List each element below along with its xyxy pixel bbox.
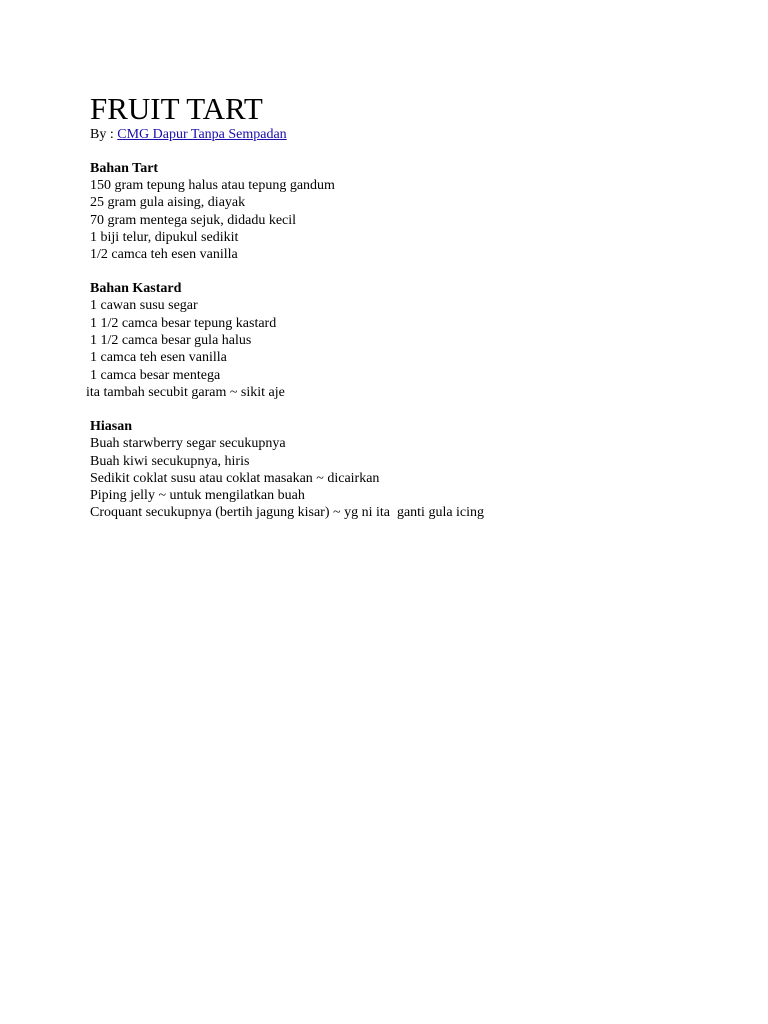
- section-heading: Bahan Tart: [90, 161, 159, 176]
- ingredient-line: Croquant secukupnya (bertih jagung kisar) ~ yg ni ita ganti gula icing: [90, 505, 485, 521]
- ingredient-line: 70 gram mentega sejuk, didadu kecil: [90, 212, 297, 228]
- ingredient-line: 1 camca besar mentega: [90, 367, 221, 383]
- ingredient-line: 1 cawan susu segar: [90, 298, 198, 314]
- ingredient-line: 150 gram tepung halus atau tepung gandum: [90, 178, 335, 193]
- recipe-title: FRUIT TART: [90, 91, 263, 126]
- ingredient-line: Buah kiwi secukupnya, hiris: [90, 453, 250, 469]
- ingredient-line: 1 1/2 camca besar gula halus: [90, 333, 252, 349]
- byline-prefix: By :: [90, 127, 118, 142]
- document-page: [86, 91, 730, 522]
- author-link[interactable]: CMG Dapur Tanpa Sempadan: [117, 127, 287, 142]
- section-bahan-kastard: [86, 280, 730, 401]
- ingredient-line: 1 1/2 camca besar tepung kastard: [90, 315, 277, 331]
- section-heading: Bahan Kastard: [90, 281, 182, 297]
- byline: [90, 126, 730, 143]
- ingredient-line: Piping jelly ~ untuk mengilatkan buah: [90, 488, 305, 504]
- ingredient-line: 1 biji telur, dipukul sedikit: [90, 229, 239, 245]
- section-heading: Hiasan: [90, 419, 133, 435]
- ingredient-line: 25 gram gula aising, diayak: [90, 195, 246, 211]
- ingredient-line: ita tambah secubit garam ~ sikit aje: [86, 384, 285, 400]
- ingredient-line: 1/2 camca teh esen vanilla: [90, 247, 238, 263]
- section-hiasan: [90, 418, 730, 521]
- ingredient-line: Buah starwberry segar secukupnya: [90, 436, 286, 452]
- ingredient-line: Sedikit coklat susu atau coklat masakan ~ dicairkan: [90, 470, 380, 486]
- ingredient-line: 1 camca teh esen vanilla: [90, 350, 227, 366]
- section-bahan-tart: [90, 160, 730, 263]
